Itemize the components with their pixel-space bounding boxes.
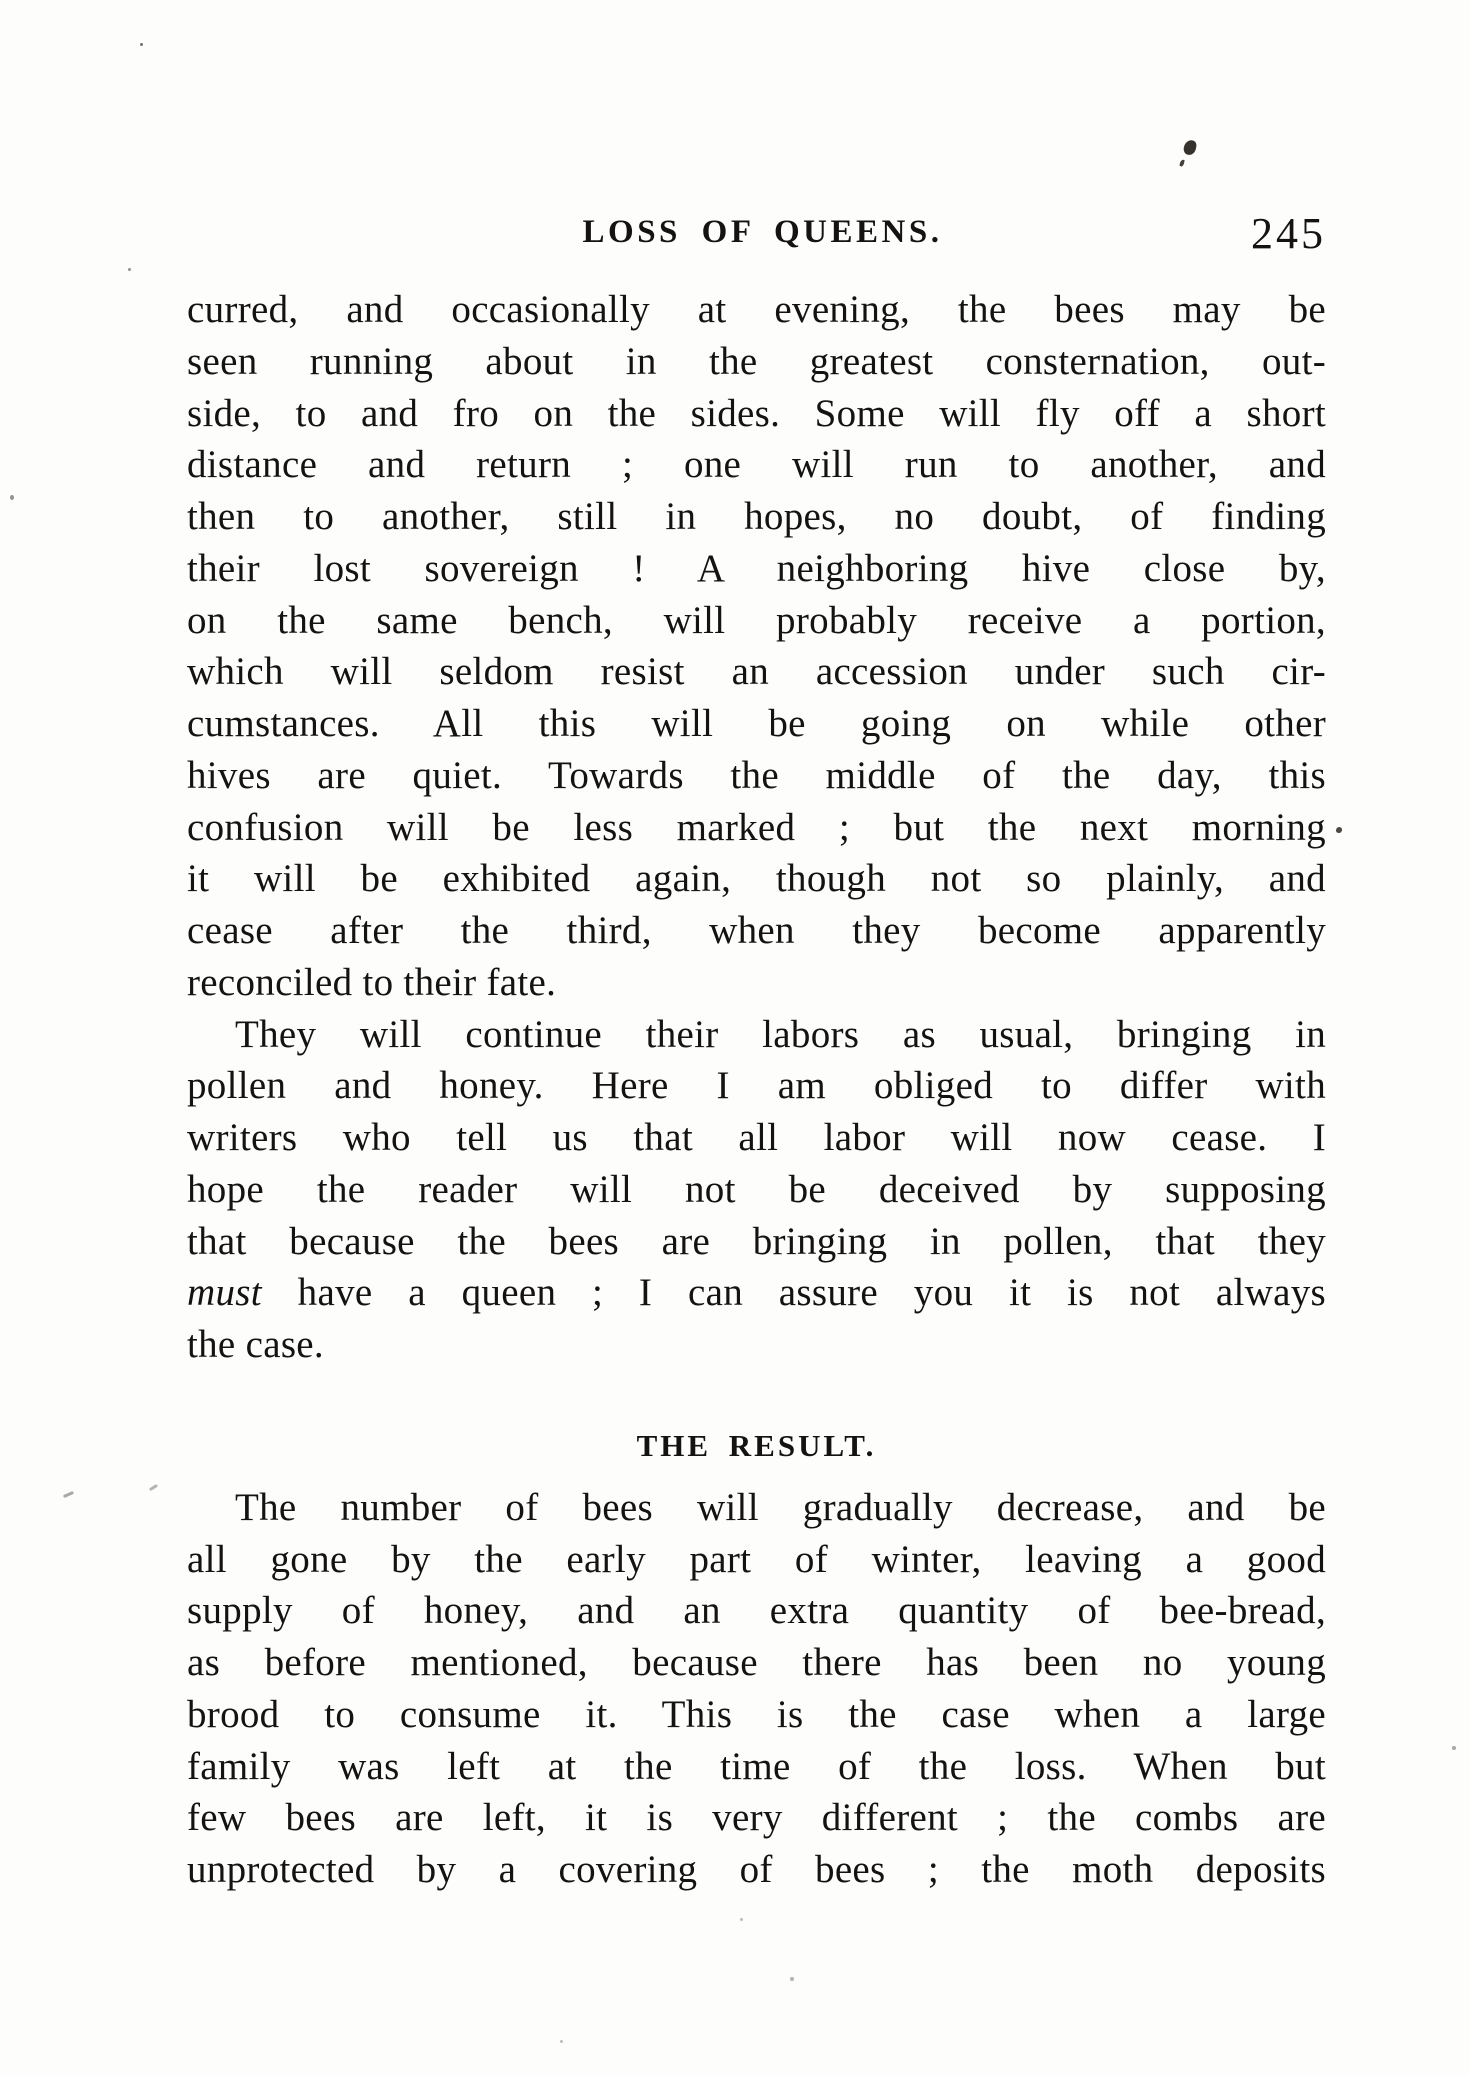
text-line: supply of honey, and an extra quantity of bee-bread, (187, 1589, 1326, 1633)
text-line: confusion will be less marked ; but the next morning (187, 805, 1326, 849)
page-text-block (187, 284, 1326, 1896)
text-line: the case. (187, 1323, 324, 1366)
section-heading: THE RESULT. (636, 1427, 877, 1463)
text-line: They will continue their labors as usual, bringing in (235, 1012, 1326, 1056)
scan-speck (740, 1918, 743, 1921)
text-line: reconciled to their fate. (187, 960, 557, 1004)
text-line: seen running about in the greatest consternation, out- (187, 339, 1326, 383)
scan-speck (10, 495, 14, 500)
text-line: pollen and honey. Here I am obliged to differ with (187, 1064, 1326, 1108)
text-line: family was left at the time of the loss. When but (187, 1744, 1326, 1788)
pencil-mark (63, 1491, 74, 1498)
text-line (187, 1267, 1326, 1319)
text-line: then to another, still in hopes, no doubt, of finding (187, 495, 1326, 538)
paragraph-2 (187, 1009, 1326, 1371)
text-line: cease after the third, when they become apparently (187, 909, 1326, 952)
text-line: The number of bees will gradually decrease, and be (235, 1485, 1326, 1529)
italic-word: must (187, 1271, 262, 1315)
text-line: hope the reader will not be deceived by supposing (187, 1167, 1326, 1211)
running-header-title: LOSS OF QUEENS. (582, 214, 943, 250)
scan-speck (1336, 827, 1342, 833)
text-line: few bees are left, it is very different ; the combs are (187, 1796, 1326, 1840)
text-line: as before mentioned, because there has been no young (187, 1641, 1326, 1684)
page-number: 245 (1251, 209, 1326, 258)
text-line: unprotected by a covering of bees ; the moth deposits (187, 1848, 1326, 1891)
ink-blot (1182, 139, 1197, 156)
scan-speck (128, 268, 131, 271)
text-line: curred, and occasionally at evening, the bees may be (187, 288, 1326, 331)
text-line: writers who tell us that all labor will now cease. I (187, 1116, 1326, 1159)
text-line: side, to and fro on the sides. Some will fly off a short (187, 391, 1326, 435)
text-line: distance and return ; one will run to another, and (187, 443, 1326, 487)
scan-speck (560, 2040, 563, 2043)
pencil-mark (149, 1484, 158, 1491)
paragraph-3 (187, 1482, 1326, 1896)
running-header (187, 210, 1326, 260)
text-line: all gone by the early part of winter, leaving a good (187, 1537, 1326, 1581)
scan-speck (790, 1977, 794, 1981)
text-line: that because the bees are bringing in pollen, that they (187, 1219, 1326, 1263)
text-line-rest: have a queen ; I can assure you it is not always (261, 1271, 1326, 1315)
paragraph-1 (187, 284, 1326, 1009)
text-line: which will seldom resist an accession under such cir- (187, 650, 1326, 694)
text-line: hives are quiet. Towards the middle of the day, this (187, 753, 1326, 797)
text-line: it will be exhibited again, though not so plainly, and (187, 857, 1326, 901)
text-line: on the same bench, will probably receive a portion, (187, 598, 1326, 642)
text-line: their lost sovereign ! A neighboring hive close by, (187, 546, 1326, 590)
scan-speck (140, 43, 143, 46)
scan-speck (1452, 1746, 1456, 1750)
text-line: brood to consume it. This is the case when a large (187, 1692, 1326, 1736)
text-line: cumstances. All this will be going on while other (187, 702, 1326, 745)
